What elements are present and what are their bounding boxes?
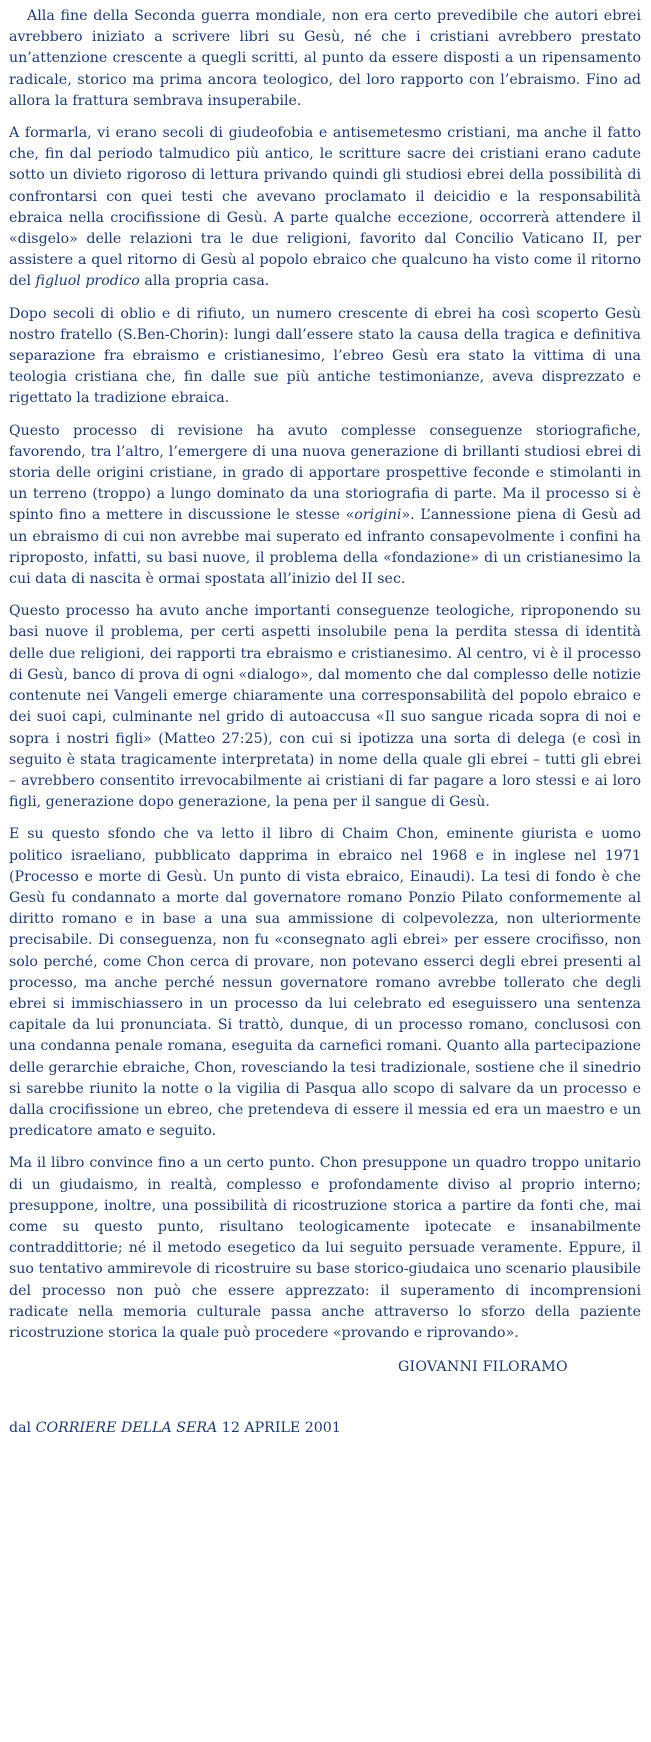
- source-date: 12 APRILE 2001: [217, 1420, 341, 1437]
- paragraph-4-italic-word: origini: [354, 507, 402, 524]
- paragraph-7: [9, 1153, 641, 1344]
- paragraph-3: [9, 304, 641, 410]
- article-body: [9, 6, 641, 1344]
- paragraph-1: [9, 6, 641, 112]
- source-newspaper: CORRIERE DELLA SERA: [35, 1420, 218, 1437]
- paragraph-6-text: E su questo sfondo che va letto il libro di Chaim Chon, eminente giurista e uomo politico israeliano, pubblicato dapprima in ebraico nel 1968 e in inglese nel 1971 (Processo e morte di Gesù. Un punto di vista ebraico, Einaudi). La tesi di fondo è che Gesù fu condannato a morte dal governatore romano Ponzio Pilato conformemente al diritto romano e in base a una sua ammissione di colpevolezza, non ulteriormente precisabile. Di conseguenza, non fu «consegnato agli ebrei» per essere crocifisso, non solo perché, come Chon cerca di provare, non potevano esserci degli ebrei presenti al processo, ma anche perché nessun governatore romano avrebbe tollerato che degli ebrei si immischiassero in un processo da lui celebrato ed eseguissero una sentenza capitale da lui pronunciata. Si trattò, dunque, di un processo romano, conclusosi con una condanna penale romana, eseguita da carnefici romani. Quanto alla partecipazione delle gerarchie ebraiche, Chon, rovesciando la tesi tradizionale, sostiene che il sinedrio si sarebbe riunito la notte o la vigilia di Pasqua allo scopo di salvare da un processo e dalla crocifissione un ebreo, che pretendeva di essere il messia ed era un maestro e un predicatore amato e seguito.: [9, 826, 641, 1140]
- paragraph-5: [9, 601, 641, 813]
- author-signature: GIOVANNI FILORAMO: [398, 1359, 568, 1376]
- paragraph-6: [9, 824, 641, 1142]
- paragraph-7-text: Ma il libro convince fino a un certo punto. Chon presuppone un quadro troppo unitario di un giudaismo, in realtà, complesso e profondamente diviso al proprio interno; presuppone, inoltre, una possibilità di ricostruzione storica a partire da fonti che, mai come su questo punto, risultano teologicamente ipotecate e insanabilmente contraddittorie; né il metodo esegetico da lui seguito persuade veramente. Eppure, il suo tentativo ammirevole di ricostruire su base storico-giudaica uno scenario plausibile del processo non può che essere apprezzato: il superamento di incomprensioni radicate nella memoria culturale passa anche attraverso lo sforzo della paziente ricostruzione storica la quale può procedere «provando e riprovando».: [9, 1155, 641, 1341]
- paragraph-1-text: Alla fine della Seconda guerra mondiale, non era certo prevedibile che autori ebrei avrebbero iniziato a scrivere libri su Gesù, né che i cristiani avrebbero prestato un’attenzione crescente a quegli scritti, al punto da essere disposti a un ripensamento radicale, storico ma prima ancora teologico, del loro rapporto con l’ebraismo. Fino ad allora la frattura sembrava insuperabile.: [9, 8, 641, 109]
- paragraph-2-italic-phrase: figluol prodico: [35, 273, 140, 290]
- paragraph-3-text: Dopo secoli di oblio e di rifiuto, un numero crescente di ebrei ha così scoperto Gesù nostro fratello (S.Ben-Chorin): lungi dall’essere stato la causa della tragica e definitiva separazione fra ebraismo e cristianesimo, l’ebreo Gesù era stato la vittima di una teologia cristiana che, fin dalle sue più antiche testimonianze, aveva disprezzato e rigettato la tradizione ebraica.: [9, 305, 641, 407]
- paragraph-2-text-a: A formarla, vi erano secoli di giudeofobia e antisemetesmo cristiani, ma anche il fatto che, fin dal periodo talmudico più antico, le scritture sacre dei cristiani erano cadute sotto un divieto rigoroso di lettura privando quindi gli studiosi ebrei della possibilità di confrontarsi con quei testi che avevano proclamato il deicidio e la responsabilità ebraica nella crocifissione di Gesù. A parte qualche eccezione, occorrerà attendere il «disgelo» delle relazioni tra le due religioni, favorito dal Concilio Vaticano II, per assistere a quel ritorno di Gesù al popolo ebraico che qualcuno ha visto come il ritorno del: [9, 125, 641, 290]
- paragraph-5-text: Questo processo ha avuto anche importanti conseguenze teologiche, riproponendo su basi nuove il problema, per certi aspetti insolubile pena la perdita stessa di identità delle due religioni, dei rapporti tra ebraismo e cristianesimo. Al centro, vi è il processo di Gesù, banco di prova di ogni «dialogo», dal momento che dal complesso delle notizie contenute nei Vangeli emerge chiaramente una corresponsabilità del popolo ebraico e dei suoi capi, culminante nel grido di autoaccusa «Il suo sangue ricada sopra di noi e sopra i nostri figli» (Matteo 27:25), con cui si ipotizza una sorta di delega (e così in seguito è stata tragicamente interpretata) in nome della quale gli ebrei – tutti gli ebrei – avrebbero consentito irrevocabilmente ai cristiani di far pagare a loro stessi e ai loro figli, generazione dopo generazione, la pena per il sangue di Gesù.: [9, 603, 641, 811]
- paragraph-4-text-a: Questo processo di revisione ha avuto complesse conseguenze storiografiche, favorendo, tra l’altro, l’emergere di una nuova generazione di brillanti studiosi ebrei di storia delle origini cristiane, in grado di apportare prospettive feconde e stimolanti in un terreno (troppo) a lungo dominato da una storiografia di parte. Ma il processo si è spinto fino a mettere in discussione le stesse «: [9, 422, 641, 524]
- paragraph-4-text-b: ». L’annessione piena di Gesù ad un ebraismo di cui non avrebbe mai superato ed infranto consapevolmente i confini ha riproposto, infatti, su basi nuove, il problema della «fondazione» di un cristianesimo la cui data di nascita è ormai spostata all’inizio del II sec.: [9, 507, 641, 588]
- paragraph-4: [9, 421, 641, 591]
- source-line: [9, 1418, 641, 1439]
- paragraph-2: [9, 123, 641, 293]
- source-prefix: dal: [9, 1420, 36, 1437]
- article-page: [9, 6, 641, 1440]
- paragraph-2-text-b: alla propria casa.: [139, 273, 270, 290]
